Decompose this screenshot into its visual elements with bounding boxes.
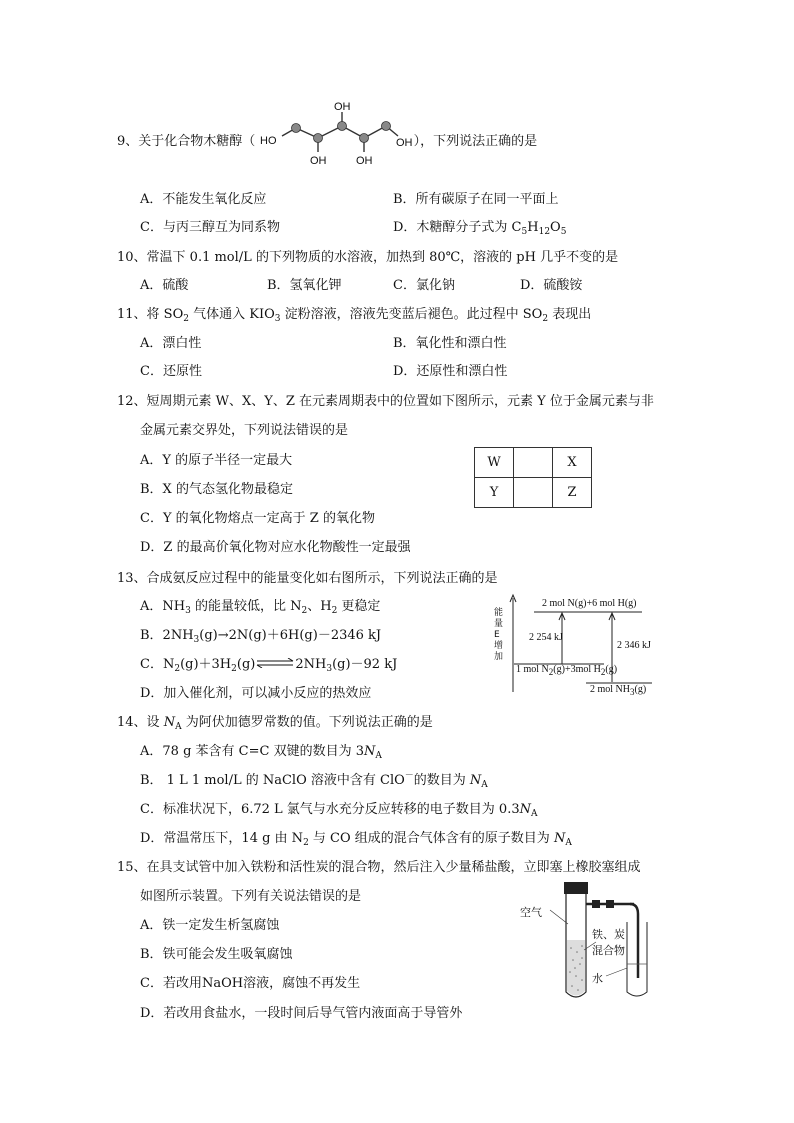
cell-y: Y (475, 478, 514, 508)
q13-stem: 13、合成氨反应过程中的能量变化如右图所示，下列说法正确的是 (117, 571, 498, 586)
energy-bottom-level: 2 mol $NH_3(g)$ (590, 684, 647, 697)
label-iron-carbon: 铁、炭 (592, 928, 625, 941)
q11-option-a: A．漂白性 (140, 336, 202, 351)
q15-option-d: D．若改用食盐水，一段时间后导气管内液面高于导管外 (140, 1006, 463, 1021)
label-air: 空气 (520, 906, 542, 919)
energy-right-value: 2 346 kJ (617, 640, 651, 651)
q14-option-b: B． 1 L 1 mol/L 的 NaClO 溶液中含有 ClO－的数目为 $N_A$ (140, 771, 488, 790)
q15-option-b: B．铁可能会发生吸氧腐蚀 (140, 947, 293, 962)
q11-option-b: B．氧化性和漂白性 (393, 336, 507, 351)
q13-option-a: A．$NH_3$ 的能量较低，比 $N_2$、$H_2$ 更稳定 (140, 599, 381, 616)
q12-option-b: B．X 的气态氢化物最稳定 (140, 482, 293, 497)
q12-option-d: D．Z 的最高价氧化物对应水化物酸性一定最强 (140, 540, 411, 555)
q11-option-d: D．还原性和漂白性 (393, 364, 508, 379)
mol-oh-right: OH (396, 137, 413, 149)
q10-option-b: B．氢氧化钾 (267, 278, 342, 293)
q9-stem-post: ），下列说法正确的是 (413, 134, 538, 149)
q13-option-b: B．$2NH_3(g)\to 2N(g)+6H(g)-2346$ kJ (140, 628, 382, 645)
q10-option-c: C．氯化钠 (393, 278, 455, 293)
q12-stem-line2: 金属元素交界处，下列说法错误的是 (140, 423, 349, 438)
q15-stem-line2: 如图所示装置。下列有关说法错误的是 (140, 889, 362, 904)
cell-z: Z (553, 478, 592, 508)
energy-axis-label: 能量E增加 (494, 608, 504, 662)
mol-oh-b2: OH (356, 155, 373, 167)
q15-option-c: C．若改用NaOH溶液，腐蚀不再发生 (140, 976, 361, 991)
energy-top-level: 2 mol N(g)+6 mol H(g) (542, 598, 637, 609)
q14-stem: 14、设 $N_A$ 为阿伏加德罗常数的值。下列说法正确的是 (117, 715, 433, 732)
q12-stem-line1: 12、短周期元素 W、X、Y、Z 在元素周期表中的位置如下图所示，元素 Y 位于金属元素与非 (117, 394, 654, 409)
q15-option-a: A．铁一定发生析氢腐蚀 (140, 918, 280, 933)
q14-option-a: A．78 g 苯含有 C=C 双键的数目为 $3N_A$ (140, 744, 382, 761)
cell-x: X (553, 448, 592, 478)
mol-oh-b1: OH (310, 155, 327, 167)
q13-option-d: D．加入催化剂，可以减小反应的热效应 (140, 686, 372, 701)
equilibrium-arrow-icon (255, 657, 295, 672)
periodic-position-table (474, 447, 592, 508)
cell-empty (514, 478, 553, 508)
q14-option-d: D．常温常压下，14 g 由 $N_2$ 与 CO 组成的混合气体含有的原子数目为 $N_A$ (140, 831, 572, 848)
q10-stem: 10、常温下 0.1 mol/L 的下列物质的水溶液，加热到 80℃，溶液的 pH 几乎不变的是 (117, 250, 619, 265)
q9-option-b: B．所有碳原子在同一平面上 (393, 192, 559, 207)
q9-option-a: A．不能发生氧化反应 (140, 192, 267, 207)
q12-option-c: C．Y 的氧化物熔点一定高于 Z 的氧化物 (140, 511, 375, 526)
xylitol-structure (258, 98, 418, 170)
q10-option-d: D．硫酸铵 (520, 278, 583, 293)
label-water: 水 (592, 972, 603, 985)
cell-empty (514, 448, 553, 478)
q12-option-a: A．Y 的原子半径一定最大 (140, 453, 293, 468)
q9-option-c: C．与丙三醇互为同系物 (140, 220, 280, 235)
energy-diagram (494, 590, 664, 700)
q14-option-c: C．标准状况下，6.72 L 氯气与水充分反应转移的电子数目为 $0.3N_A$ (140, 802, 538, 819)
q11-option-c: C．还原性 (140, 364, 202, 379)
label-mixture: 混合物 (592, 944, 625, 957)
energy-mid-level: 1 mol $N_2(g)+3mol$ $H_2(g)$ (516, 664, 618, 677)
cell-w: W (475, 448, 514, 478)
q13-option-c: C．$N_2(g)+3H_2(g)$ $2NH_3(g)-92$ kJ (140, 657, 398, 674)
q15-stem-line1: 15、在具支试管中加入铁粉和活性炭的混合物，然后注入少量稀盐酸，立即塞上橡胶塞组成 (117, 860, 641, 875)
q9-option-d: D．木糖醇分子式为 $C_5H_{12}O_5$ (393, 220, 567, 237)
corrosion-apparatus (520, 880, 690, 1005)
q11-stem: 11、将 $SO_2$ 气体通入 $KIO_3$ 淀粉溶液，溶液先变蓝后褪色。此过程中 $SO_2$ 表现出 (117, 307, 592, 324)
energy-left-value: 2 254 kJ (529, 632, 563, 643)
mol-ho-left: HO (260, 135, 277, 147)
q10-option-a: A．硫酸 (140, 278, 189, 293)
q9-stem-pre: 9、关于化合物木糖醇（ (117, 134, 256, 149)
mol-oh-top: OH (334, 101, 351, 113)
